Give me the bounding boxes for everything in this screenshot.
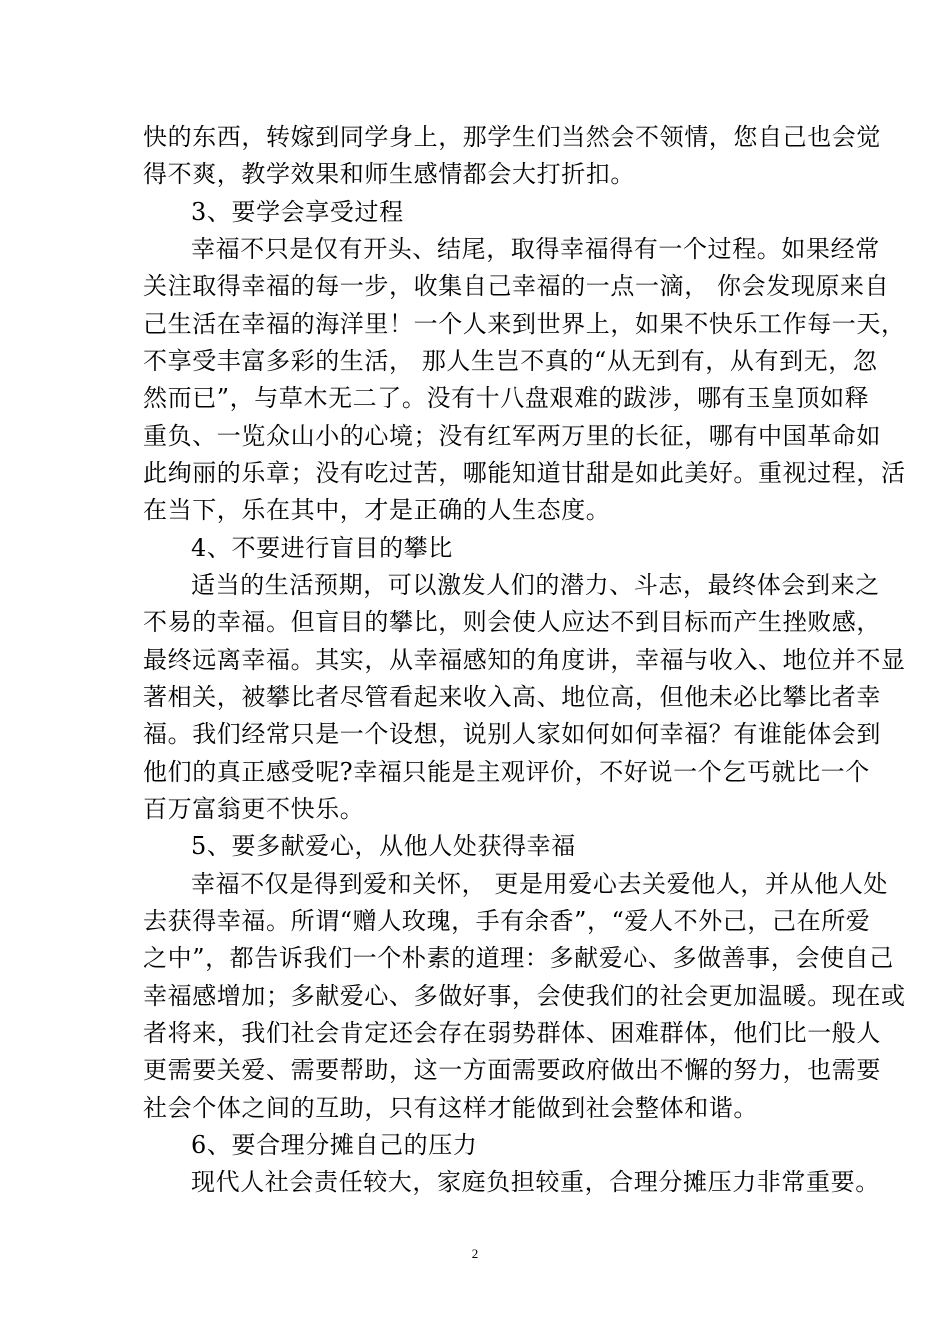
text-line: 现代人社会责任较大，家庭负担较重，合理分摊压力非常重要。 [191,1168,880,1196]
page-number: 2 [471,1246,479,1261]
text-line: 者将来，我们社会肯定还会存在弱势群体、困难群体，他们比一般人 [143,1019,881,1047]
text-line: 社会个体之间的互助，只有这样才能做到社会整体和谐。 [143,1094,758,1122]
text-line: 百万富翁更不快乐。 [143,795,365,823]
text-line: 己生活在幸福的海洋里！一个人来到世界上，如果不快乐工作每一天， [143,310,906,338]
text-line: 幸福不仅是得到爱和关怀， 更是用爱心去关爱他人，并从他人处 [191,870,889,898]
text-line: 著相关，被攀比者尽管看起来收入高、地位高，但他未必比攀比者幸 [143,683,881,711]
text-line: 福。我们经常只是一个设想，说别人家如何如何幸福？有谁能体会到 [143,720,881,748]
text-line: 幸福不只是仅有开头、结尾，取得幸福得有一个过程。如果经常 [191,235,880,263]
text-line: 去获得幸福。所谓“赠人玫瑰，手有余香”，“爱人不外己，己在所爱 [143,907,871,935]
text-line: 在当下，乐在其中，才是正确的人生态度。 [143,496,611,524]
text-line: 得不爽，教学效果和师生感情都会大打折扣。 [143,160,635,188]
text-line: 不享受丰富多彩的生活， 那人生岂不真的“从无到有，从有到无，忽 [143,347,878,375]
text-line: 关注取得幸福的每一步，收集自己幸福的一点一滴， 你会发现原来自 [143,272,890,300]
text-line: 重负、一览众山小的心境；没有红军两万里的长征，哪有中国革命如 [143,422,881,450]
text-line: 不易的幸福。但盲目的攀比，则会使人应达不到目标而产生挫败感， [143,608,881,636]
section-heading: 4、不要进行盲目的攀比 [191,534,453,562]
text-line: 他们的真正感受呢?幸福只能是主观评价，不好说一个乞丐就比一个 [143,758,870,786]
text-line: 最终远离幸福。其实，从幸福感知的角度讲，幸福与收入、地位并不显 [143,646,906,674]
text-line: 更需要关爱、需要帮助，这一方面需要政府做出不懈的努力，也需要 [143,1056,881,1084]
text-line: 然而已”，与草木无二了。没有十八盘艰难的跋涉，哪有玉皇顶如释 [143,384,870,412]
text-line: 此绚丽的乐章；没有吃过苦，哪能知道甘甜是如此美好。重视过程，活 [143,459,906,487]
section-heading: 5、要多献爱心，从他人处获得幸福 [191,832,576,860]
text-line: 快的东西，转嫁到同学身上，那学生们当然会不领情，您自己也会觉 [143,123,881,151]
text-line: 之中”，都告诉我们一个朴素的道理：多献爱心、多做善事，会使自己 [143,944,894,972]
section-heading: 6、要合理分摊自己的压力 [191,1131,478,1159]
section-heading: 3、要学会享受过程 [191,198,404,226]
text-line: 适当的生活预期，可以激发人们的潜力、斗志，最终体会到来之 [191,571,880,599]
text-line: 幸福感增加；多献爱心、多做好事，会使我们的社会更加温暖。现在或 [143,982,906,1010]
